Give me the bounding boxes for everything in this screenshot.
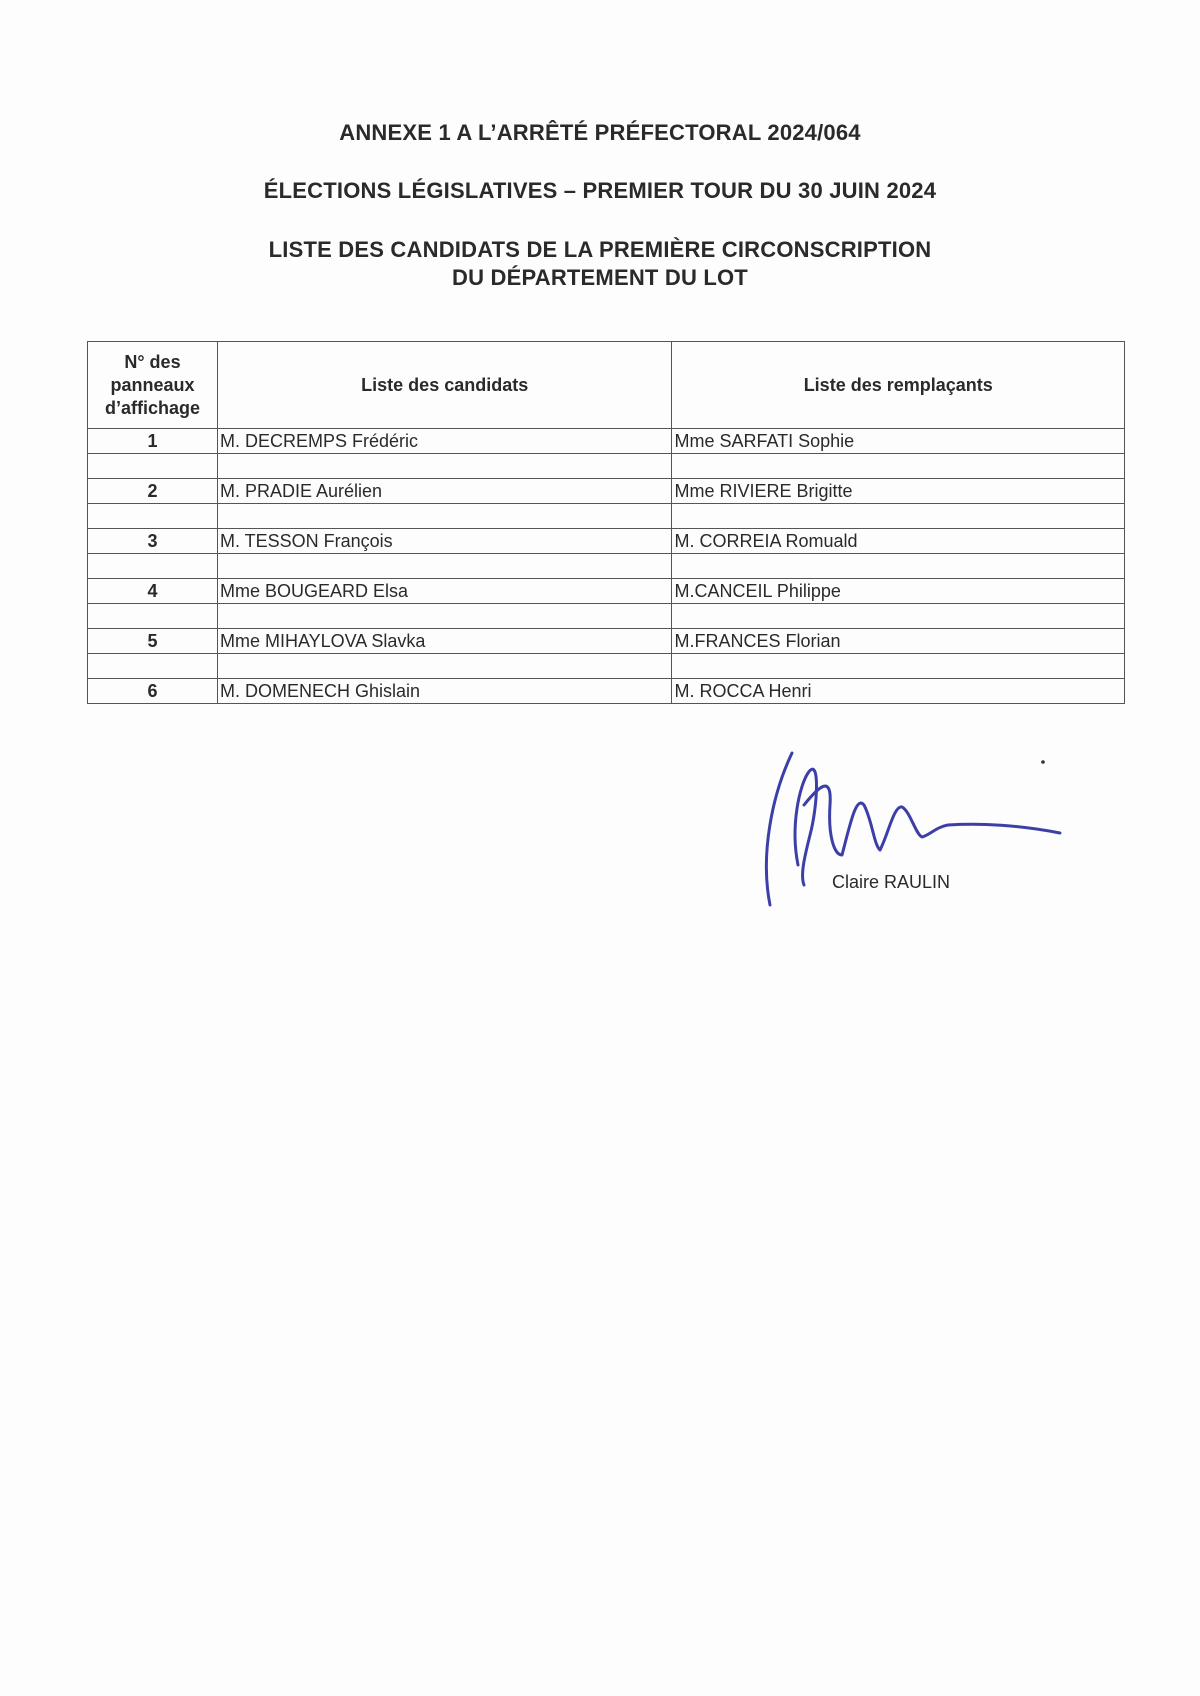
candidate-name: M. PRADIE Aurélien [217,479,672,504]
candidates-table [87,341,1125,704]
candidate-name: Mme MIHAYLOVA Slavka [217,629,672,654]
panel-number: 6 [88,679,218,704]
substitute-name: Mme SARFATI Sophie [672,429,1125,454]
panel-number: 3 [88,529,218,554]
header-candidates: Liste des candidats [217,342,672,429]
election-title: ÉLECTIONS LÉGISLATIVES – PREMIER TOUR DU 30 JUIN 2024 [263,178,937,203]
table-row [88,479,1125,504]
spacer-row [88,554,1125,579]
panel-number: 4 [88,579,218,604]
candidate-name: M. TESSON François [217,529,672,554]
candidate-name: M. DECREMPS Frédéric [217,429,672,454]
panel-number: 5 [88,629,218,654]
table-row [88,429,1125,454]
list-title [0,236,1200,292]
list-title-line-1: LISTE DES CANDIDATS DE LA PREMIÈRE CIRCONSCRIPTION [268,237,932,262]
table-header-row [88,342,1125,429]
signer-name: Claire RAULIN [832,872,951,892]
list-title-line-2: DU DÉPARTEMENT DU LOT [452,265,748,290]
substitute-name: M. CORREIA Romuald [672,529,1125,554]
table-row [88,679,1125,704]
spacer-row [88,654,1125,679]
annex-title: ANNEXE 1 A L’ARRÊTÉ PRÉFECTORAL 2024/064 [339,120,861,145]
panel-number: 1 [88,429,218,454]
substitute-name: M.CANCEIL Philippe [672,579,1125,604]
substitute-name: Mme RIVIERE Brigitte [672,479,1125,504]
table-row [88,529,1125,554]
panel-number: 2 [88,479,218,504]
candidate-name: Mme BOUGEARD Elsa [217,579,672,604]
spacer-row [88,454,1125,479]
substitute-name: M.FRANCES Florian [672,629,1125,654]
spacer-row [88,504,1125,529]
header-substitutes: Liste des remplaçants [672,342,1125,429]
candidate-name: M. DOMENECH Ghislain [217,679,672,704]
table-row [88,579,1125,604]
header-panel-number: N° des panneaux d’affichage [88,342,218,429]
substitute-name: M. ROCCA Henri [672,679,1125,704]
spacer-row [88,604,1125,629]
table-row [88,629,1125,654]
